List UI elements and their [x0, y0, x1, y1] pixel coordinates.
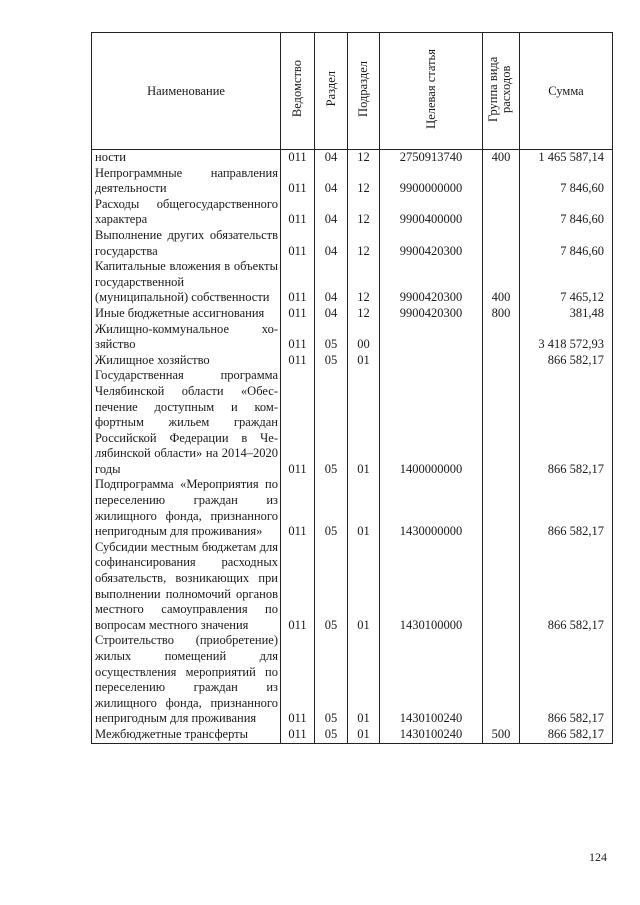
- row-vedomstvo: 011: [281, 633, 315, 727]
- row-summa: 866 582,17: [520, 353, 613, 369]
- row-podrazdel: 12: [348, 166, 380, 197]
- header-podrazdel: Подраздел: [348, 33, 380, 150]
- row-summa: 7 465,12: [520, 259, 613, 306]
- row-gruppa: 500: [483, 727, 520, 743]
- row-gruppa: [483, 197, 520, 228]
- row-summa: 1 465 587,14: [520, 150, 613, 166]
- header-tselevaya-statya: Целевая статья: [380, 33, 483, 150]
- row-tselevaya-statya: 2750913740: [380, 150, 483, 166]
- row-gruppa: [483, 228, 520, 259]
- row-tselevaya-statya: 9900420300: [380, 306, 483, 322]
- table-row: [92, 259, 613, 306]
- row-vedomstvo: 011: [281, 150, 315, 166]
- row-name: Подпрограмма «Мероприятия по переселению граждан из жилищного фонда, признанного непригодным для проживания»: [92, 477, 281, 539]
- table-row: [92, 166, 613, 197]
- table-row: [92, 540, 613, 634]
- row-name: Непрограммные направления деятельности: [92, 166, 281, 197]
- row-vedomstvo: 011: [281, 197, 315, 228]
- table-row: [92, 306, 613, 322]
- header-razdel: Раздел: [315, 33, 348, 150]
- row-podrazdel: 12: [348, 150, 380, 166]
- row-summa: 7 846,60: [520, 166, 613, 197]
- row-podrazdel: 12: [348, 228, 380, 259]
- row-gruppa: [483, 322, 520, 353]
- table-row: [92, 228, 613, 259]
- row-name: Строительство (приобретение) жилых помещений для осуществления мероприятий по переселению граждан из жилищного фонда, признанного непригодным для проживания: [92, 633, 281, 727]
- row-razdel: 04: [315, 197, 348, 228]
- row-razdel: 04: [315, 228, 348, 259]
- row-summa: 866 582,17: [520, 633, 613, 727]
- row-razdel: 04: [315, 166, 348, 197]
- row-podrazdel: 01: [348, 727, 380, 743]
- row-name: Межбюджетные трансферты: [92, 727, 281, 743]
- row-name: Жилищно-коммунальное хозяйство: [92, 322, 281, 353]
- row-tselevaya-statya: [380, 353, 483, 369]
- row-summa: 7 846,60: [520, 228, 613, 259]
- row-name: Субсидии местным бюджетам для софинансирования расходных обязательств, возникающих при выполнении полномочий органов местного самоуправления по вопросам местного значения: [92, 540, 281, 634]
- row-tselevaya-statya: 1430100240: [380, 727, 483, 743]
- row-vedomstvo: 011: [281, 166, 315, 197]
- row-podrazdel: 01: [348, 353, 380, 369]
- table-row: [92, 150, 613, 166]
- row-vedomstvo: 011: [281, 306, 315, 322]
- row-summa: 866 582,17: [520, 540, 613, 634]
- row-gruppa: [483, 477, 520, 539]
- row-tselevaya-statya: 1400000000: [380, 368, 483, 477]
- row-gruppa: [483, 633, 520, 727]
- row-podrazdel: 00: [348, 322, 380, 353]
- row-summa: 866 582,17: [520, 477, 613, 539]
- row-podrazdel: 01: [348, 540, 380, 634]
- row-summa: 3 418 572,93: [520, 322, 613, 353]
- row-name: Государственная программа Челябинской области «Обеспечение доступным и комфортным жильем граждан Российской Федерации в Челябинской области» на 2014–2020 годы: [92, 368, 281, 477]
- row-name: ности: [92, 150, 281, 166]
- row-razdel: 05: [315, 368, 348, 477]
- row-vedomstvo: 011: [281, 353, 315, 369]
- row-name: Расходы общегосударственного характера: [92, 197, 281, 228]
- row-name: Жилищное хозяйство: [92, 353, 281, 369]
- table-row: [92, 353, 613, 369]
- row-vedomstvo: 011: [281, 540, 315, 634]
- table-header-row: [92, 33, 613, 150]
- table-row: [92, 633, 613, 727]
- row-vedomstvo: 011: [281, 477, 315, 539]
- row-gruppa: [483, 368, 520, 477]
- row-podrazdel: 01: [348, 633, 380, 727]
- row-podrazdel: 12: [348, 259, 380, 306]
- row-razdel: 05: [315, 540, 348, 634]
- table-row: [92, 197, 613, 228]
- row-name: Капитальные вложения в объекты государственной (муниципальной) собственности: [92, 259, 281, 306]
- row-summa: 866 582,17: [520, 368, 613, 477]
- row-podrazdel: 01: [348, 368, 380, 477]
- table-row: [92, 727, 613, 743]
- row-name: Выполнение других обязательств государства: [92, 228, 281, 259]
- row-gruppa: 400: [483, 259, 520, 306]
- header-name: Наименование: [92, 33, 281, 150]
- row-summa: 7 846,60: [520, 197, 613, 228]
- row-razdel: 04: [315, 306, 348, 322]
- row-gruppa: [483, 166, 520, 197]
- row-gruppa: [483, 353, 520, 369]
- row-vedomstvo: 011: [281, 259, 315, 306]
- row-tselevaya-statya: 9900000000: [380, 166, 483, 197]
- table-row: [92, 322, 613, 353]
- row-tselevaya-statya: 9900420300: [380, 259, 483, 306]
- row-razdel: 04: [315, 259, 348, 306]
- row-tselevaya-statya: 1430100240: [380, 633, 483, 727]
- row-gruppa: 800: [483, 306, 520, 322]
- row-vedomstvo: 011: [281, 368, 315, 477]
- table-row: [92, 368, 613, 477]
- row-vedomstvo: 011: [281, 727, 315, 743]
- row-tselevaya-statya: 9900400000: [380, 197, 483, 228]
- table-row: [92, 477, 613, 539]
- row-podrazdel: 12: [348, 306, 380, 322]
- row-tselevaya-statya: 1430000000: [380, 477, 483, 539]
- header-gruppa-vida-rashodov: Группа вида расходов: [483, 33, 520, 150]
- budget-table: [91, 32, 613, 744]
- row-summa: 866 582,17: [520, 727, 613, 743]
- row-razdel: 04: [315, 150, 348, 166]
- header-vedomstvo: Ведомство: [281, 33, 315, 150]
- row-razdel: 05: [315, 633, 348, 727]
- row-podrazdel: 01: [348, 477, 380, 539]
- row-tselevaya-statya: [380, 322, 483, 353]
- row-razdel: 05: [315, 353, 348, 369]
- header-summa: Сумма: [520, 33, 613, 150]
- row-tselevaya-statya: 1430100000: [380, 540, 483, 634]
- row-razdel: 05: [315, 322, 348, 353]
- page-number: 124: [589, 850, 607, 864]
- row-razdel: 05: [315, 477, 348, 539]
- row-podrazdel: 12: [348, 197, 380, 228]
- row-summa: 381,48: [520, 306, 613, 322]
- row-gruppa: [483, 540, 520, 634]
- row-gruppa: 400: [483, 150, 520, 166]
- row-name: Иные бюджетные ассигнования: [92, 306, 281, 322]
- row-vedomstvo: 011: [281, 322, 315, 353]
- row-tselevaya-statya: 9900420300: [380, 228, 483, 259]
- row-vedomstvo: 011: [281, 228, 315, 259]
- row-razdel: 05: [315, 727, 348, 743]
